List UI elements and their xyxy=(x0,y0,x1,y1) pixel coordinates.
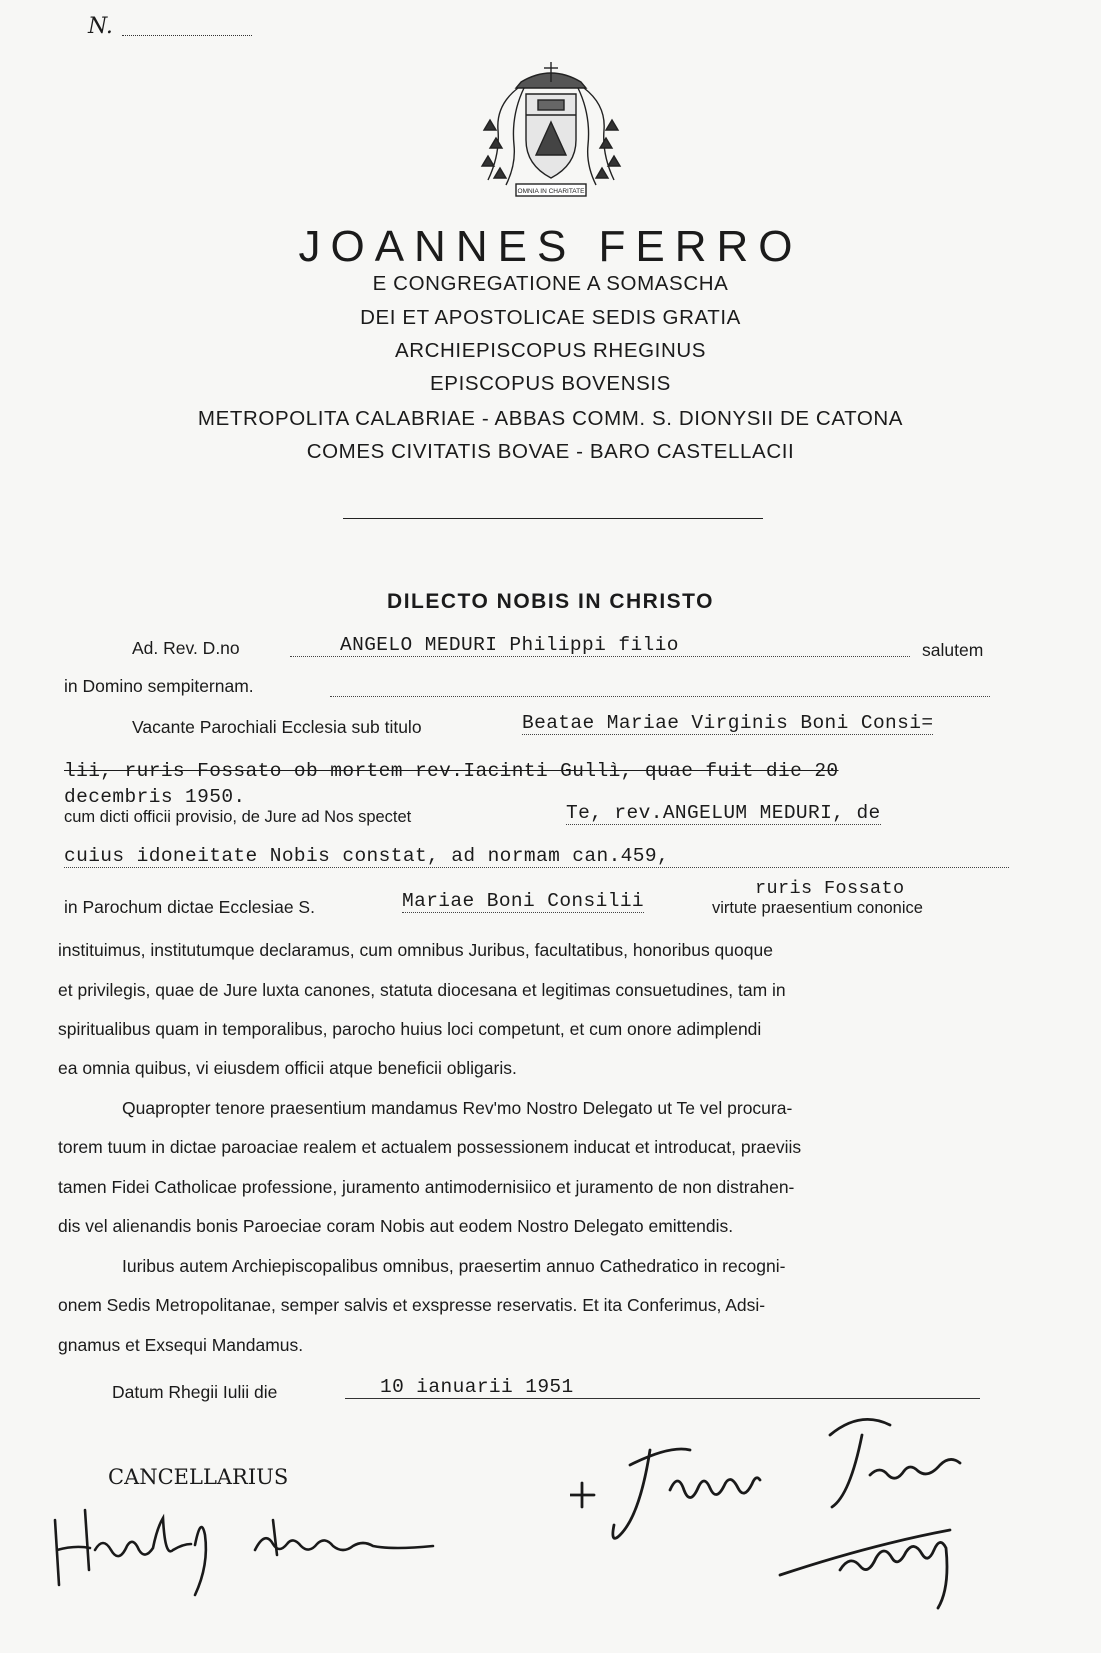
title-line-4: EPISCOPUS BOVENSIS xyxy=(430,372,671,395)
date-typed: 10 ianuarii 1951 xyxy=(345,1376,980,1399)
title-line-2: DEI ET APOSTOLICAE SEDIS GRATIA xyxy=(360,306,741,329)
number-label: N. xyxy=(88,14,113,39)
body-line-7: tamen Fidei Catholicae professione, juramento antimodernisiico et juramento de non distrahen- xyxy=(58,1177,795,1197)
body-line-11: gnamus et Exsequi Mandamus. xyxy=(58,1335,304,1355)
in-domino-blank-line xyxy=(330,696,990,697)
ad-rev-label: Ad. Rev. D.no xyxy=(132,638,240,658)
title-line-3: ARCHIEPISCOPUS RHEGINUS xyxy=(394,339,707,362)
body-line-5: Quapropter tenore praesentium mandamus Rev'mo Nostro Delegato ut Te vel procura- xyxy=(122,1098,793,1118)
vacante-text: Vacante Parochiali Ecclesia sub titulo xyxy=(132,717,422,737)
provisio-text: cum dicti officii provisio, de Jure ad Nos spectet xyxy=(64,808,412,826)
crest-motto: OMNIA IN CHARITATE xyxy=(517,188,585,195)
archbishop-signature xyxy=(570,1395,1010,1625)
appointee-typed: Te, rev.ANGELUM MEDURI, de xyxy=(566,802,881,824)
chancellor-signature xyxy=(45,1490,475,1600)
body-line-3: spiritualibus quam in temporalibus, parocho huius loci competunt, et cum onore adimplendi xyxy=(58,1019,762,1039)
titulo-typed: Beatae Mariae Virginis Boni Consi= xyxy=(522,712,934,734)
title-line-1: E CONGREGATIONE A SOMASCHA xyxy=(372,272,729,295)
body-line-2: et privilegis, quae de Jure luxta canones, statuta diocesana et legitimas consuetudines, tam in xyxy=(58,980,786,1000)
datum-text: Datum Rhegii Iulii die xyxy=(112,1382,278,1402)
title-line-6: COMES CIVITATIS BOVAE - BARO CASTELLACII xyxy=(306,440,795,463)
ruris-typed: ruris Fossato xyxy=(755,878,905,899)
document-title: JOANNES FERRO xyxy=(298,222,803,271)
parish-typed: Mariae Boni Consilii xyxy=(402,890,645,912)
body-line-6: torem tuum in dictae paroaciae realem et actualem possessionem inducat et introducat, praeviis xyxy=(58,1137,802,1157)
cuius-typed: cuius idoneitate Nobis constat, ad normam can.459, xyxy=(64,845,1009,868)
salutation-heading: DILECTO NOBIS IN CHRISTO xyxy=(387,590,714,613)
archbishop-coat-of-arms xyxy=(476,60,626,210)
salutem-text: salutem xyxy=(922,640,984,660)
body-line-1: instituimus, institutumque declaramus, cum omnibus Juribus, facultatibus, honoribus quoque xyxy=(58,940,773,960)
title-divider xyxy=(343,518,763,519)
parochum-text: in Parochum dictae Ecclesiae S. xyxy=(64,897,315,917)
body-line-8: dis vel alienandis bonis Paroeciae coram Nobis aut eodem Nostro Delegato emittendis. xyxy=(58,1216,734,1236)
body-line-4: ea omnia quibus, vi eiusdem officii atque beneficii obligaris. xyxy=(58,1058,517,1078)
cancellarius-label: CANCELLARIUS xyxy=(108,1465,289,1489)
number-blank-line xyxy=(122,35,252,36)
virtute-text: virtute praesentium cononice xyxy=(712,899,923,917)
in-domino-text: in Domino sempiternam. xyxy=(64,676,254,696)
recipient-name: ANGELO MEDURI Philippi filio xyxy=(290,634,910,657)
title-line-5: METROPOLITA CALABRIAE - ABBAS COMM. S. DIONYSII DE CATONA xyxy=(197,407,904,430)
vacancy-reason-typed: lii, ruris Fossato ob mortem rev.Iacinti Gullì, quae fuit die 20 xyxy=(64,760,839,782)
body-line-10: onem Sedis Metropolitanae, semper salvis et exspresse reservatis. Et ita Conferimus, Adsi- xyxy=(58,1295,766,1315)
vacancy-date-typed: decembris 1950. xyxy=(64,786,246,808)
body-line-9: Iuribus autem Archiepiscopalibus omnibus, praesertim annuo Cathedratico in recogni- xyxy=(122,1256,786,1276)
